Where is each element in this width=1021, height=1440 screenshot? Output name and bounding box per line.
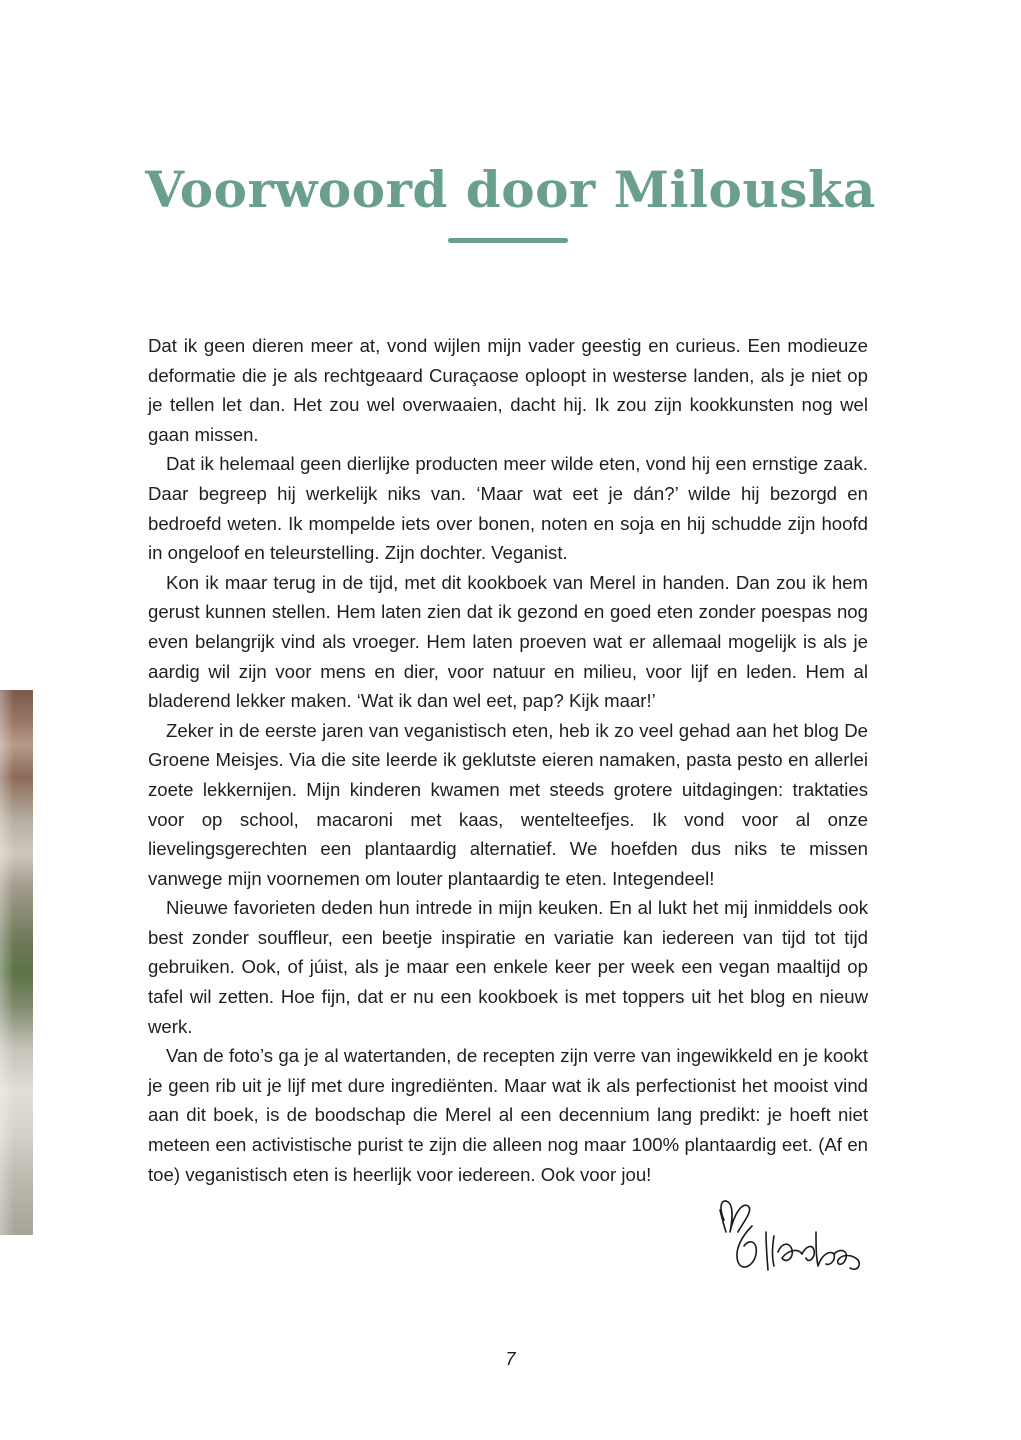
paragraph: Nieuwe favorieten deden hun intrede in mijn keuken. En al lukt het mij inmiddels ook best zonder souffleur, een beetje inspiratie en variatie kan iedereen van tijd tot tijd gebruiken. Ook, of júist, als je maar een enkele keer per week een vegan maaltijd op tafel wil zetten. Hoe fijn, dat er nu een kookboek is met toppers uit het blog en nieuw werk.: [148, 897, 868, 1037]
signature: [712, 1192, 877, 1287]
body-text: [148, 331, 868, 1189]
paragraph: Dat ik helemaal geen dierlijke producten meer wilde eten, vond hij een ernstige zaak. Daar begreep hij werkelijk niks van. ‘Maar wat eet je dán?’ wilde hij bezorgd en bedroefd weten. Ik mompelde iets over bonen, noten en soja en hij schudde zijn hoofd in ongeloof en teleurstelling. Zijn dochter. Veganist.: [148, 453, 868, 564]
page-title: Voorwoord door Milouska: [145, 160, 876, 219]
paragraph: Van de foto’s ga je al watertanden, de recepten zijn verre van ingewikkeld en je kookt je geen rib uit je lijf met dure ingrediënten. Maar wat ik als perfectionist het mooist vind aan dit boek, is de boodschap die Merel al een decennium lang predikt: je hoeft niet meteen een activistische purist te zijn die alleen nog maar 100% plantaardig eet. (Af en toe) veganistisch eten is heerlijk voor iedereen. Ook voor jou!: [148, 1045, 868, 1185]
title-underline: [448, 238, 568, 243]
paragraph: Kon ik maar terug in de tijd, met dit kookboek van Merel in handen. Dan zou ik hem gerust kunnen stellen. Hem laten zien dat ik gezond en goed eten zonder poespas nog even belangrijk vind als vroeger. Hem laten proeven wat er allemaal mogelijk is als je aardig wil zijn voor mens en dier, voor natuur en milieu, voor lijf en leden. Hem al bladerend lekker maken. ‘Wat ik dan wel eet, pap? Kijk maar!’: [148, 571, 868, 712]
photo-edge: [0, 690, 33, 1235]
paragraph: Zeker in de eerste jaren van veganistisch eten, heb ik zo veel gehad aan het blog De Groene Meisjes. Via die site leerde ik geklutste eieren namaken, pasta pesto en allerlei zoete lekkernijen. Mijn kinderen kwamen met steeds grotere uitdagingen: traktaties voor op school, macaroni met kaas, wentelteefjes. Ik vond voor al onze lievelingsgerechten een plantaardig alternatief. We hoefden dus niks te missen vanwege mijn voornemen om louter plantaardig te eten. Integendeel!: [148, 719, 868, 889]
paragraph: Dat ik geen dieren meer at, vond wijlen mijn vader geestig en curieus. Een modieuze deformatie die je als rechtgeaard Curaçaose oploopt in westerse landen, als je niet op je tellen let dan. Het zou wel overwaaien, dacht hij. Ik zou zijn kookkunsten nog wel gaan missen.: [148, 335, 868, 445]
page-number: 7: [505, 1349, 516, 1369]
